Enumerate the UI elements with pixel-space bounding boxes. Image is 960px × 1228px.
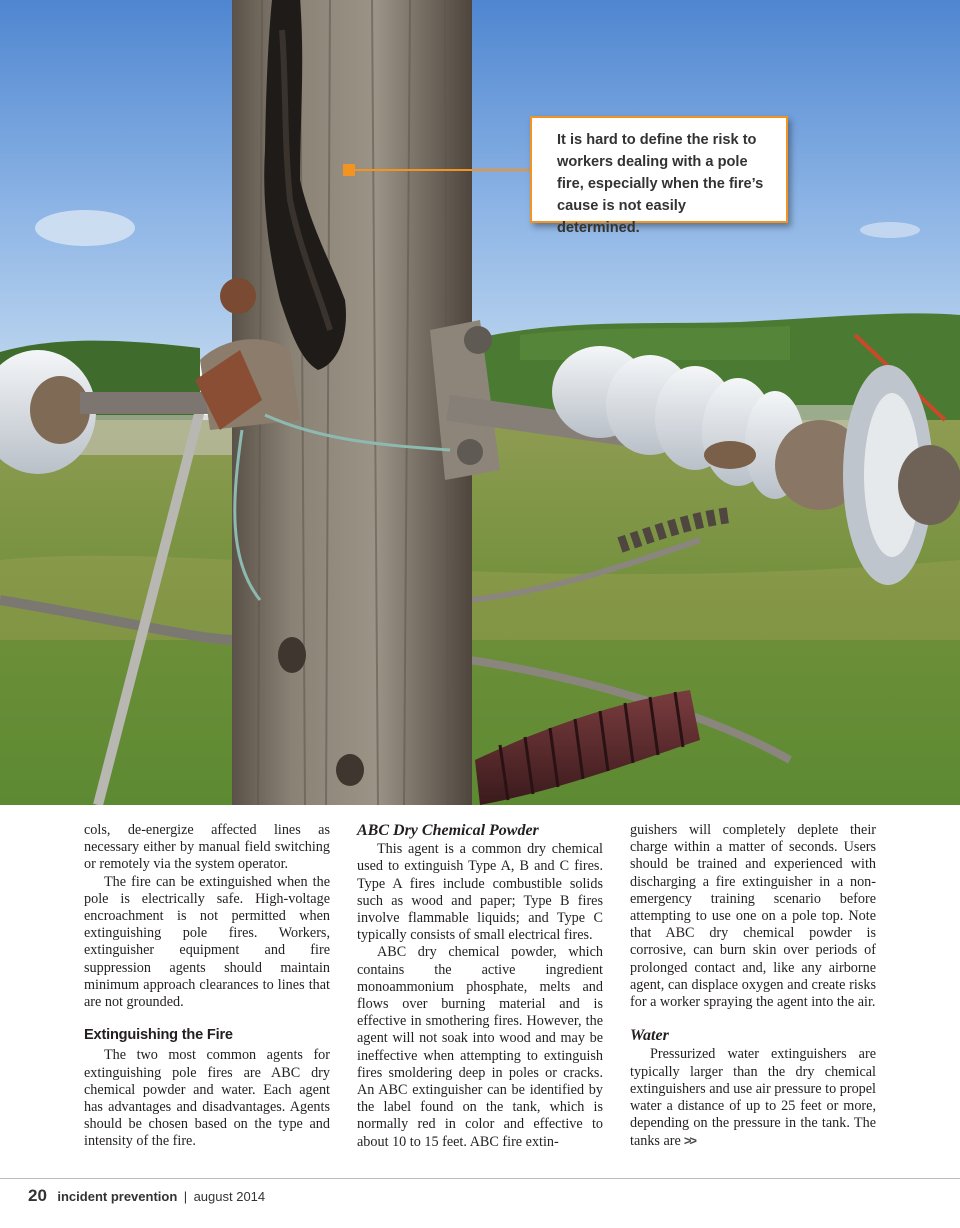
page-number: 20 [28,1186,47,1205]
paragraph: The fire can be extinguished when the pole is electrically safe. High-voltage encroachment is not permitted when extinguishing pole fires. Workers, extinguisher equipment and fire suppression agents should maintain minimum approach clearances to lines that are not grounded. [84,873,330,1011]
issue-date: august 2014 [193,1189,266,1204]
paragraph-text: Pressurized water extinguishers are typically larger than the dry chemical extinguishers and use air pressure to propel water a distance of up to 25 feet or more, depending on the pressure in the tank. The tanks are [630,1046,876,1150]
section-heading-water: Water [630,1027,669,1045]
callout-marker [343,164,355,176]
section-heading-abc-powder: ABC Dry Chemical Powder [357,822,539,839]
text-column-3 [630,822,876,1151]
paragraph: guishers will completely deplete their charge within a matter of seconds. Users should be trained and experienced with discharging a fire extinguisher in a non-emergency training scenario before attempting to use one on a pole top. Note that ABC dry chemical powder is corrosive, can burn skin over periods of prolonged contact and, like any airborne agent, can displace oxygen and create risks for a worker spraying the agent into the air. [630,822,876,1011]
paragraph: cols, de-energize affected lines as necessary either by manual field switching or remotely via the system operator. [84,822,330,873]
section-heading-extinguishing: Extinguishing the Fire [84,1027,233,1044]
paragraph: The two most common agents for extinguishing pole fires are ABC dry chemical powder and water. Each agent has advantages and disadvantages. Agents should be chosen based on the type and intensity of the fire. [84,1047,330,1150]
photo-caption-callout: It is hard to define the risk to workers dealing with a pole fire, especially when the fire’s cause is not easily determined. [530,116,788,223]
text-column-2 [357,822,603,1151]
callout-leader-line [355,169,531,171]
paragraph: This agent is a common dry chemical used to extinguish Type A, B and C fires. Type A fires include combustible solids such as wood and paper; Type B fires involve flammable liquids; and Type C typically consists of small electrical fires. [357,841,603,944]
footer-divider [0,1178,960,1179]
footer-separator: | [183,1189,188,1204]
page-footer [28,1186,265,1206]
text-column-1 [84,822,330,1151]
publication-name: incident prevention [57,1189,178,1204]
paragraph: ABC dry chemical powder, which contains the active ingredient monoammonium phosphate, melts and flows over burning material and is effective in smothering fires. However, the agent will not soak into wood and may be ineffective when attempting to extinguish fires smoldering deep in poles or cracks. An ABC extinguisher can be identified by the label found on the tank, which is normally red in color and effective to about 10 to 15 feet. ABC fire extin- [357,944,603,1150]
paragraph [630,1046,876,1150]
continued-arrow-icon: >> [683,1133,696,1149]
